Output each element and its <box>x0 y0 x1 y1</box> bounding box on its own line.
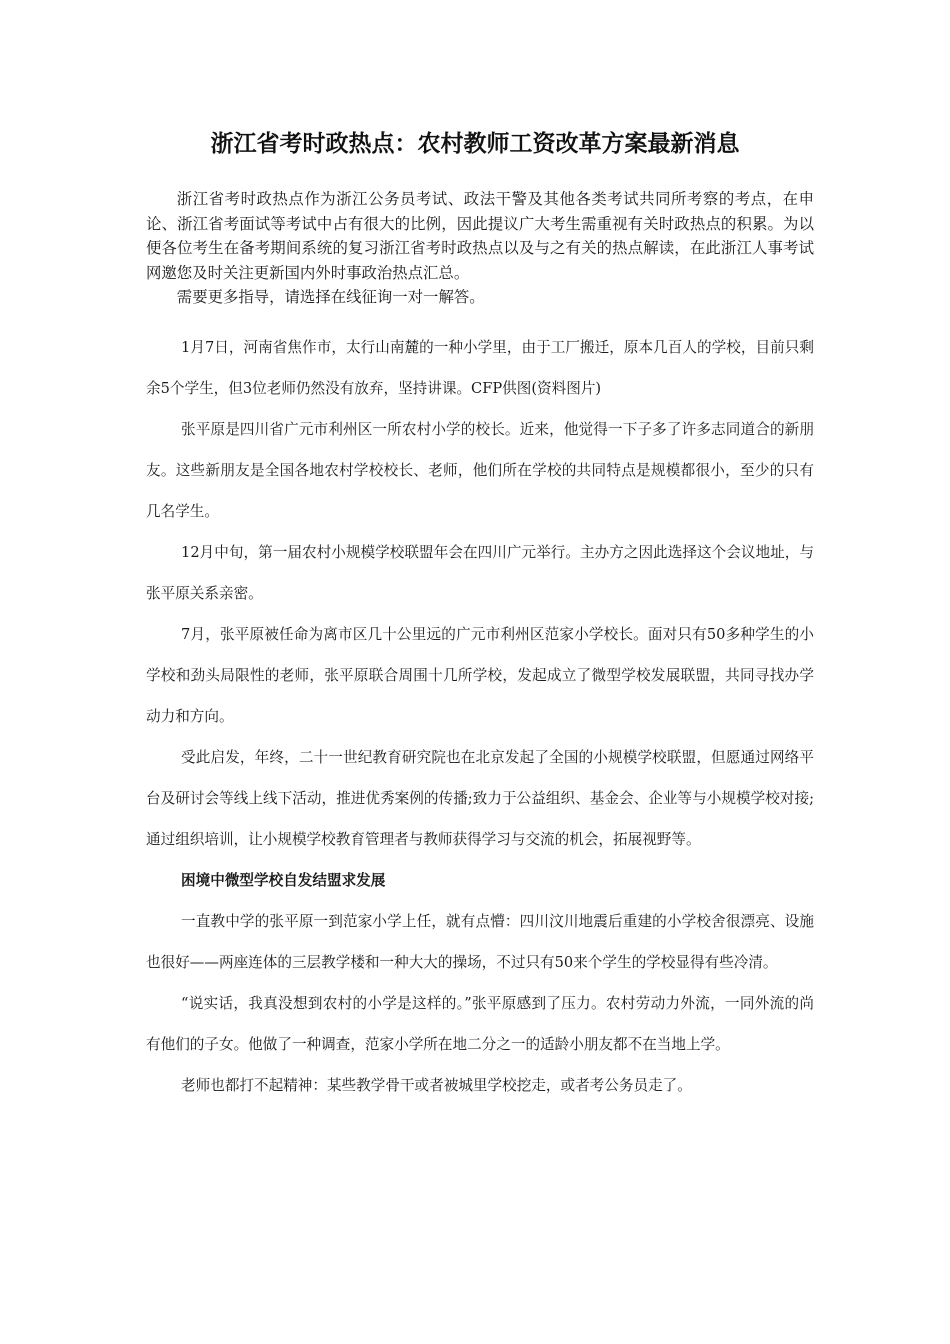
body-paragraph: 受此启发，年终，二十一世纪教育研究院也在北京发起了全国的小规模学校联盟，但愿通过网络平台及研讨会等线上线下活动，推进优秀案例的传播;致力于公益组织、基金会、企业等与小规模学校对接;通过组织培训，让小规模学校教育管理者与教师获得学习与交流的机会，拓展视野等。 <box>146 749 814 848</box>
intro-paragraph: 浙江省考时政热点作为浙江公务员考试、政法干警及其他各类考试共同所考察的考点，在申论、浙江省考面试等考试中占有很大的比例，因此提议广大考生需重视有关时政热点的积累。为以便各位考生在备考期间系统的复习浙江省考时政热点以及与之有关的热点解读，在此浙江人事考试网邀您及时关注更新国内外时事政治热点汇总。 <box>146 190 814 282</box>
section-paragraph: 老师也都打不起精神：某些教学骨干或者被城里学校挖走，或者考公务员走了。 <box>181 1077 692 1094</box>
intro-section <box>146 187 814 310</box>
body-paragraph: 7月，张平原被任命为离市区几十公里远的广元市利州区范家小学校长。面对只有50多种学生的小学校和劲头局限性的老师，张平原联合周围十几所学校，发起成立了微型学校发展联盟，共同寻找办学动力和方向。 <box>146 626 814 725</box>
body-paragraph: 张平原是四川省广元市利州区一所农村小学的校长。近来，他觉得一下子多了许多志同道合的新朋友。这些新朋友是全国各地农村学校校长、老师，他们所在学校的共同特点是规模都很小，至少的只有几名学生。 <box>146 421 814 520</box>
section-paragraph: “说实话，我真没想到农村的小学是这样的。”张平原感到了压力。农村劳动力外流，一同外流的尚有他们的子女。他做了一种调查，范家小学所在地二分之一的适龄小朋友都不在当地上学。 <box>146 995 814 1053</box>
document-title: 浙江省考时政热点：农村教师工资改革方案最新消息 <box>210 131 740 157</box>
body-paragraph: 1月7日，河南省焦作市，太行山南麓的一种小学里，由于工厂搬迁，原本几百人的学校，目前只剩余5个学生，但3位老师仍然没有放弃，坚持讲课。CFP供图(资料图片) <box>146 339 814 397</box>
section-heading: 困境中微型学校自发结盟求发展 <box>181 872 386 889</box>
section-paragraph: 一直教中学的张平原一到范家小学上任，就有点懵：四川汶川地震后重建的小学校舍很漂亮、设施也很好——两座连体的三层教学楼和一种大大的操场，不过只有50来个学生的学校显得有些冷清。 <box>146 913 814 971</box>
body-paragraph: 12月中旬，第一届农村小规模学校联盟年会在四川广元举行。主办方之因此选择这个会议地址，与张平原关系亲密。 <box>146 544 814 602</box>
article-body <box>146 327 814 1106</box>
intro-paragraph: 需要更多指导，请选择在线征询一对一解答。 <box>176 288 485 306</box>
